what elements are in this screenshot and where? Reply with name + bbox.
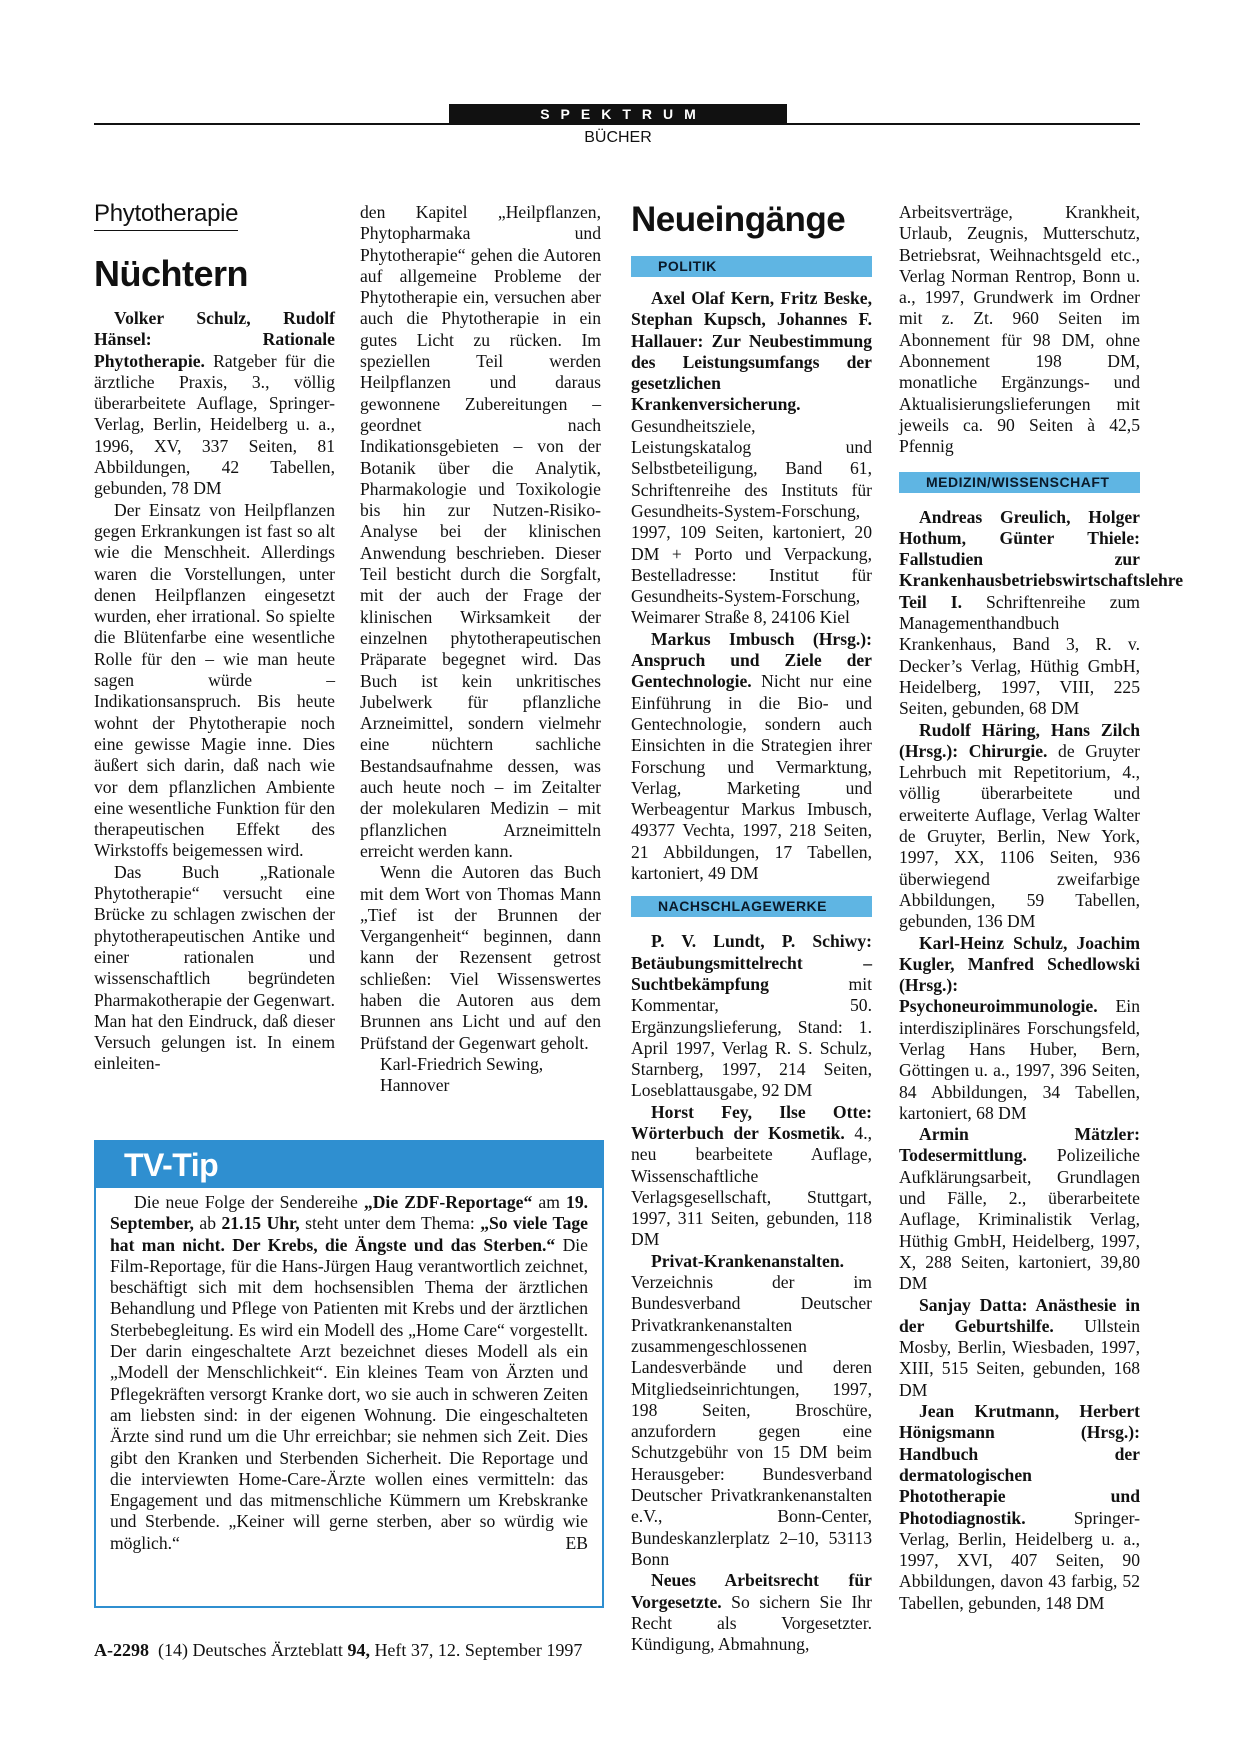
review-title: Nüchtern bbox=[94, 253, 249, 294]
review-column-1 bbox=[94, 308, 335, 1075]
tv-show-name: „Die ZDF-Reportage“ bbox=[363, 1192, 533, 1212]
entry-title: Neues Arbeitsrecht für Vorgesetzte. bbox=[631, 1570, 872, 1612]
entry-title: Armin Mätzler: Todesermittlung. bbox=[899, 1124, 1140, 1166]
issue-date: Heft 37, 12. September 1997 bbox=[369, 1640, 583, 1660]
entry-details: mit Kommentar, 50. Ergänzungslieferung, Stand: 1. April 1997, Verlag R. S. Schulz, Starnberg, 1997, 214 Seiten, Loseblattausgabe, 92 DM bbox=[631, 973, 872, 1101]
tv-text: Die neue Folge der Sendereihe bbox=[134, 1192, 364, 1212]
book-title: Volker Schulz, Rudolf Hänsel: Rationale Phytotherapie. bbox=[94, 308, 335, 371]
entry-details: Verzeichnis der im Bundesverband Deutscher Privatkrankenanstalten zusammengeschlossenen Landesverbände und deren Mitgliedseinrichtungen, 1997, 198 Seiten, Broschüre, anzufordern gegen eine Schutzgebühr von 15 DM beim Herausgeber: Bundesverband Deutscher Privatkrankenanstalten e.V., Bonn-Center, Bundeskanzlerplatz 2–10, 53113 Bonn bbox=[631, 1272, 872, 1569]
section-header: SPEKTRUM bbox=[449, 104, 787, 125]
list-item bbox=[899, 1295, 1140, 1401]
entry-details: Ein interdisziplinäres Forschungsfeld, Verlag Hans Huber, Bern, Göttingen u. a., 1997, 396 Seiten, 84 Abbildungen, 34 Tabellen, kartoniert, 68 DM bbox=[899, 996, 1140, 1123]
entry-details: Ullstein Mosby, Berlin, Wiesbaden, 1997, XIII, 515 Seiten, gebunden, 168 DM bbox=[899, 1315, 1140, 1400]
tv-date: 19. September, bbox=[110, 1192, 589, 1234]
entry-title: Axel Olaf Kern, Fritz Beske, Stephan Kupsch, Johannes F. Hallauer: Zur Neubestimmung des Leistungsumfangs der gesetzlichen Krankenversicherung. bbox=[631, 288, 872, 415]
list-item bbox=[631, 1251, 872, 1570]
entry-details: Polizeiliche Aufklärungsarbeit, Grundlagen und Fälle, 2., überarbeitete Auflage, Kriminalistik Verlag, Hüthig GmbH, Heidelberg, 1997, X, 288 Seiten, kartoniert, 39,80 DM bbox=[899, 1145, 1140, 1294]
entry-details-part: So sichern Sie Ihr Recht als Vorgesetzter. Kündigung, Abmahnung, bbox=[631, 1591, 872, 1655]
journal-name: (14) Deutsches Ärzteblatt bbox=[158, 1640, 348, 1660]
list-item bbox=[631, 288, 872, 629]
list-item bbox=[899, 720, 1140, 933]
tv-text: Die Film-Reportage, für die Hans-Jürgen Haug verantwortlich zeichnet, beschäftigt sich mit dem hochsensiblen Thema der ärztlichen Behandlung und Pflege von Patienten mit Krebs und der ärztlichen Sterbebegleitung. Es wird ein Modell des „Home Care“ vorgestellt. Der darin eingeschaltete Arzt bezeichnet dieses Modell als ein „Modell der Menschlichkeit“. Ein kleines Team von Ärzten und Pflegekräften versorgt Kranke dort, wo sie auch in schweren Zeiten am liebsten sind: in der eigenen Wohnung. Die eingeschalteten Ärzte sind rund um die Uhr erreichbar; sie nehmen sich Zeit. Dies gibt den Kranken und Sterbenden Sicherheit. Die Reportage und die interviewten Home-Care-Ärzte wollen eines vermitteln: das Engagement und das mitmenschliche Kümmern um Krebskranke und Sterbende. „Keiner will gerne sterben, aber so würdig wie möglich.“ bbox=[110, 1234, 588, 1553]
reviewer-name: Karl-Friedrich Sewing, bbox=[380, 1053, 544, 1074]
section-subheader: BÜCHER bbox=[584, 129, 652, 146]
entry-title: Jean Krutmann, Herbert Hönigsmann (Hrsg.): Handbuch der dermatologischen Phototherapie und Photodiagnostik. bbox=[899, 1401, 1140, 1528]
tv-text: ab bbox=[193, 1213, 222, 1234]
tv-time: 21.15 Uhr, bbox=[221, 1213, 300, 1234]
list-item bbox=[899, 933, 1140, 1125]
entry-title: Markus Imbusch (Hrsg.): Anspruch und Ziele der Gentechnologie. bbox=[631, 628, 872, 692]
category-politik: POLITIK bbox=[631, 256, 872, 277]
category-nachschlagewerke: NACHSCHLAGEWERKE bbox=[631, 896, 872, 917]
review-paragraph: den Kapitel „Heilpflanzen, Phytopharmaka und Phytotherapie“ gehen die Autoren auf allgemeine Probleme der Phytotherapie ein, versuchen aber auch die Phytotherapie in ein gutes Licht zu rücken. Im speziellen Teil werden Heilpflanzen und daraus gewonnene Zubereitungen – geordnet nach Indikationsgebieten – von der Botanik über die Analytik, Pharmakologie und Toxikologie bis hin zur Nutzen-Risiko-Analyse bei der klinischen Anwendung beschrieben. Dieser Teil besticht durch die Sorgfalt, mit der auch der Frage der klinischen Wirksamkeit der einzelnen phytotherapeutischen Präparate begegnet wird. Das Buch ist kein unkritisches Jubelwerk für pflanzliche Arzneimittel, sondern vielmehr eine nüchtern sachliche Bestandsaufnahme dessen, was auch heute noch – im Zeitalter der molekularen Medizin – mit pflanzlichen Arzneimitteln erreicht werden kann. bbox=[360, 202, 601, 861]
entry-title: P. V. Lundt, P. Schiwy: Betäubungsmittelrecht – Suchtbekämpfung bbox=[631, 931, 872, 994]
tv-topic: „So viele Tage hat man nicht. Der Krebs, die Ängste und das Sterben.“ bbox=[110, 1213, 588, 1255]
tv-tip-text bbox=[96, 1188, 602, 1554]
page-footer bbox=[94, 1640, 582, 1661]
new-arrivals-title: Neueingänge bbox=[631, 200, 846, 239]
header-rule bbox=[94, 123, 1140, 125]
entry-details: Springer-Verlag, Berlin, Heidelberg u. a., 1997, XVI, 407 Seiten, 90 Abbildungen, davon 43 farbig, 52 Tabellen, gebunden, 148 DM bbox=[899, 1507, 1140, 1613]
list-item bbox=[899, 1124, 1140, 1294]
category-medizin-wissenschaft: MEDIZIN/WISSENSCHAFT bbox=[899, 472, 1140, 493]
tv-tip-box bbox=[94, 1140, 604, 1608]
review-paragraph: Wenn die Autoren das Buch mit dem Wort von Thomas Mann „Tief ist der Brunnen der Vergangenheit“ beginnen, dann kann der Rezensent getrost schließen: Viel Wissenswertes haben die Autoren aus dem Brunnen ans Licht und auf den Prüfstand der Gegenwart geholt. bbox=[360, 862, 601, 1053]
list-item bbox=[631, 1570, 872, 1655]
entry-details: 4., neu bearbeitete Auflage, Wissenschaftliche Verlagsgesellschaft, Stuttgart, 1997, 311 Seiten, gebunden, 118 DM bbox=[631, 1122, 872, 1250]
list-item bbox=[631, 629, 872, 885]
entry-details: Schriftenreihe zum Managementhandbuch Krankenhaus, Band 3, R. v. Decker’s Verlag, Hüthig GmbH, Heidelberg, 1997, VIII, 225 Seiten, gebunden, 68 DM bbox=[899, 591, 1140, 719]
list-item bbox=[899, 506, 1184, 720]
list-item bbox=[899, 1401, 1140, 1614]
entry-details: Nicht nur eine Einführung in die Bio- und Gentechnologie, sondern auch Einsichten in die Strategien ihrer Forschung und Vermarktung, Verlag, Marketing und Werbeagentur Markus Imbusch, 49377 Vechta, 1997, 218 Seiten, 21 Abbildungen, 17 Tabellen, kartoniert, 49 DM bbox=[631, 671, 872, 884]
review-column-2 bbox=[360, 202, 601, 1096]
review-paragraph: Der Einsatz von Heilpflanzen gegen Erkrankungen ist fast so alt wie die Menschheit. Allerdings waren die Vorstellungen, unter denen Heilpflanzen eingesetzt wurden, eher irrational. So spielte die Blütenfarbe eine wesentliche Rolle für den – wie man heute sagen würde – Indikationsanspruch. Bis heute wohnt der Phytotherapie noch eine gewisse Magie inne. Dies äußert sich darin, daß nach wie vor dem pflanzlichen Ambiente eine wesentliche Funktion für den therapeutischen Effekt des Wirkstoffs beigemessen wird. bbox=[94, 499, 335, 861]
entry-title: Privat-Krankenanstalten. bbox=[651, 1250, 845, 1271]
reviewer-city: Hannover bbox=[380, 1075, 450, 1096]
entry-continuation: Arbeitsverträge, Krankheit, Urlaub, Zeugnis, Mutterschutz, Betriebsrat, Weihnachtsgeld etc., Verlag Norman Rentrop, Bonn u. a., 1997, Grundwerk im Ordner mit z. Zt. 960 Seiten im Abonnement für 98 DM, ohne Abonnement 198 DM, monatliche Ergänzungs- und Aktualisierungslieferungen mit jeweils ca. 90 Seiten à 42,5 Pfennig bbox=[899, 202, 1140, 457]
review-paragraph: Das Buch „Rationale Phytotherapie“ versucht eine Brücke zu schlagen zwischen der phytotherapeutischen Antike und einer rationalen und wissenschaftlich begründeten Pharmakotherapie der Gegenwart. Man hat den Eindruck, daß dieser Versuch gelungen ist. In einem einleiten- bbox=[94, 861, 335, 1074]
tv-tip-title: TV-Tip bbox=[96, 1142, 602, 1188]
tv-text: steht unter dem Thema: bbox=[299, 1213, 481, 1234]
entry-details: de Gruyter Lehrbuch mit Repetitorium, 4., völlig überarbeitete und erweiterte Auflage, Verlag Walter de Gruyter, Berlin, New York, 1997, XX, 1106 Seiten, 936 überwiegend zweifarbige Abbildungen, 59 Tabellen, gebunden, 136 DM bbox=[899, 740, 1140, 932]
tv-tip-signature: EB bbox=[565, 1532, 588, 1553]
new-arrivals-column-2 bbox=[899, 202, 1184, 1614]
page-number: A-2298 bbox=[94, 1640, 149, 1660]
list-item bbox=[631, 1102, 872, 1251]
entry-details: Gesundheitsziele, Leistungskatalog und Selbstbeteiligung, Band 61, Schriftenreihe des Instituts für Gesundheits-System-Forschung, 1997, 109 Seiten, kartoniert, 20 DM + Porto und Verpackung, Bestelladresse: Institut für Gesundheits-System-Forschung, Weimarer Straße 8, 24106 Kiel bbox=[631, 415, 872, 628]
entry-title: Horst Fey, Ilse Otte: Wörterbuch der Kosmetik. bbox=[631, 1101, 872, 1143]
book-details: Ratgeber für die ärztliche Praxis, 3., völlig überarbeitete Auflage, Springer-Verlag, Berlin, Heidelberg u. a., 1996, XV, 337 Seiten, 81 Abbildungen, 42 Tabellen, gebunden, 78 DM bbox=[94, 350, 335, 499]
tv-text: am bbox=[532, 1192, 567, 1212]
book-citation bbox=[94, 308, 335, 500]
new-arrivals-column-1 bbox=[631, 256, 872, 1655]
entry-title: Andreas Greulich, Holger Hothum, Günter Thiele: Fallstudien zur Krankenhausbetriebswirtschaftslehre Teil I. bbox=[899, 506, 1184, 612]
entry-title: Sanjay Datta: Anästhesie in der Geburtshilfe. bbox=[899, 1294, 1140, 1336]
entry-title: Karl-Heinz Schulz, Joachim Kugler, Manfred Schedlowski (Hrsg.): Psychoneuroimmunologie. bbox=[899, 932, 1140, 1017]
entry-title: Rudolf Häring, Hans Zilch (Hrsg.): Chirurgie. bbox=[899, 719, 1140, 761]
list-item bbox=[631, 931, 872, 1101]
volume-number: 94, bbox=[347, 1640, 370, 1660]
review-kicker: Phytotherapie bbox=[94, 200, 238, 231]
